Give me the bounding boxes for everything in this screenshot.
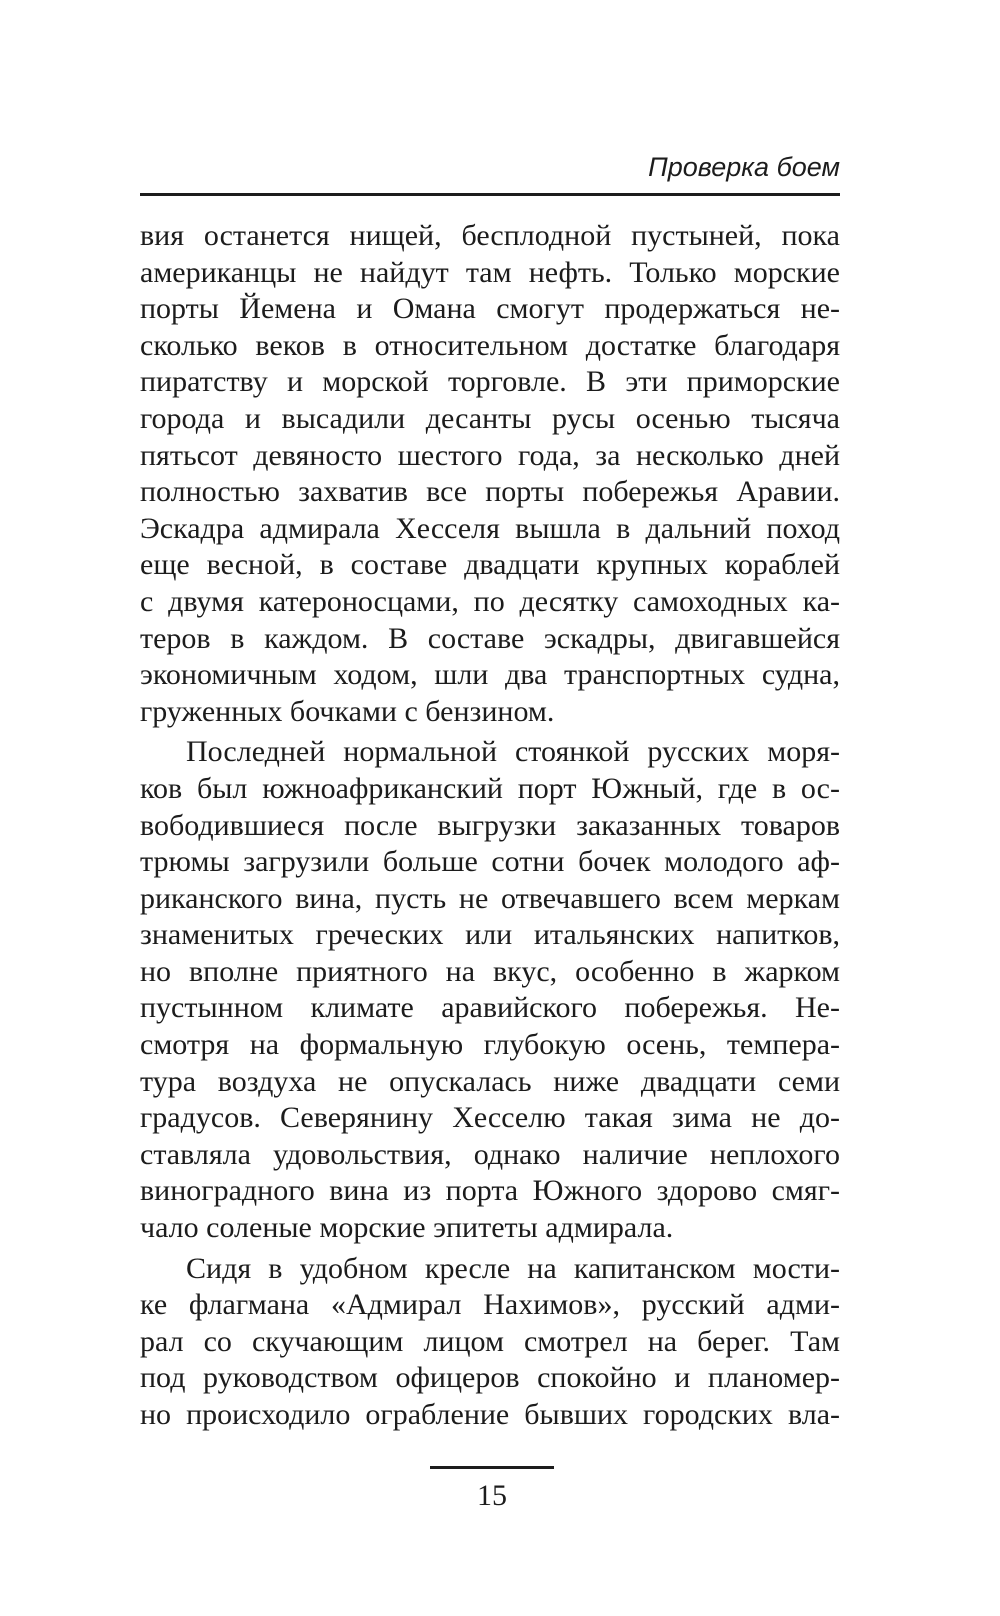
running-title: Проверка боем	[648, 152, 840, 182]
paragraph-3	[140, 1251, 840, 1434]
text-line: Последней нормальной стоянкой русских моря-	[186, 735, 840, 769]
text-line: пиратству и морской торговле. В эти приморские	[140, 365, 840, 399]
footer-rule	[430, 1466, 554, 1469]
paragraph-2	[140, 734, 840, 1246]
text-line: еще весной, в составе двадцати крупных кораблей	[140, 548, 840, 582]
text-line: сколько веков в относительном достатке благодаря	[140, 328, 840, 362]
text-line: с двумя катероносцами, по десятку самоходных ка-	[140, 584, 840, 618]
text-line: американцы не найдут там нефть. Только морские	[140, 255, 840, 289]
text-line: но происходило ограбление бывших городских вла-	[140, 1398, 840, 1431]
text-line: тура воздуха не опускалась ниже двадцати семи	[140, 1064, 840, 1098]
text-line: виноградного вина из порта Южного здорово смяг-	[140, 1174, 840, 1208]
text-line: знаменитых греческих или итальянских напитков,	[140, 918, 840, 952]
text-line: вия останется нищей, бесплодной пустыней, пока	[140, 219, 840, 252]
text-line: экономичным ходом, шли два транспортных судна,	[140, 658, 840, 692]
text-line: рал со скучающим лицом смотрел на берег. Там	[140, 1324, 840, 1358]
text-line: трюмы загрузили больше сотни бочек молодого аф-	[140, 845, 840, 879]
text-line: теров в каждом. В составе эскадры, двигавшейся	[140, 621, 840, 655]
text-line: города и высадили десанты русы осенью тысяча	[140, 401, 840, 435]
body-text	[140, 218, 840, 1434]
text-line: чало соленые морские эпитеты адмирала.	[140, 1211, 674, 1245]
text-line: пустынном климате аравийского побережья. Не-	[140, 991, 840, 1025]
text-line: ков был южноафриканский порт Южный, где в ос-	[140, 771, 840, 805]
text-line: вободившиеся после выгрузки заказанных товаров	[140, 808, 840, 842]
text-line: Сидя в удобном кресле на капитанском мости-	[186, 1251, 840, 1285]
text-line: градусов. Северянину Хесселю такая зима не до-	[140, 1101, 840, 1135]
header-rule	[140, 193, 840, 196]
text-line: ставляла удовольствия, однако наличие неплохого	[140, 1137, 840, 1171]
text-line: полностью захватив все порты побережья Аравии.	[140, 475, 840, 509]
text-line: но вполне приятного на вкус, особенно в жарком	[140, 954, 840, 988]
paragraph-1	[140, 218, 840, 730]
text-line: порты Йемена и Омана смогут продержаться не-	[140, 292, 840, 326]
page-number: 15	[477, 1479, 507, 1512]
text-line: Эскадра адмирала Хесселя вышла в дальний поход	[140, 511, 840, 545]
text-line: риканского вина, пусть не отвечавшего всем меркам	[140, 881, 840, 915]
text-line: груженных бочками с бензином.	[140, 694, 555, 728]
text-line: под руководством офицеров спокойно и планомер-	[140, 1361, 840, 1395]
text-line: смотря на формальную глубокую осень, темпера-	[140, 1028, 840, 1062]
text-line: пятьсот девяносто шестого года, за несколько дней	[140, 438, 840, 472]
text-line: ке флагмана «Адмирал Нахимов», русский адми-	[140, 1288, 840, 1322]
